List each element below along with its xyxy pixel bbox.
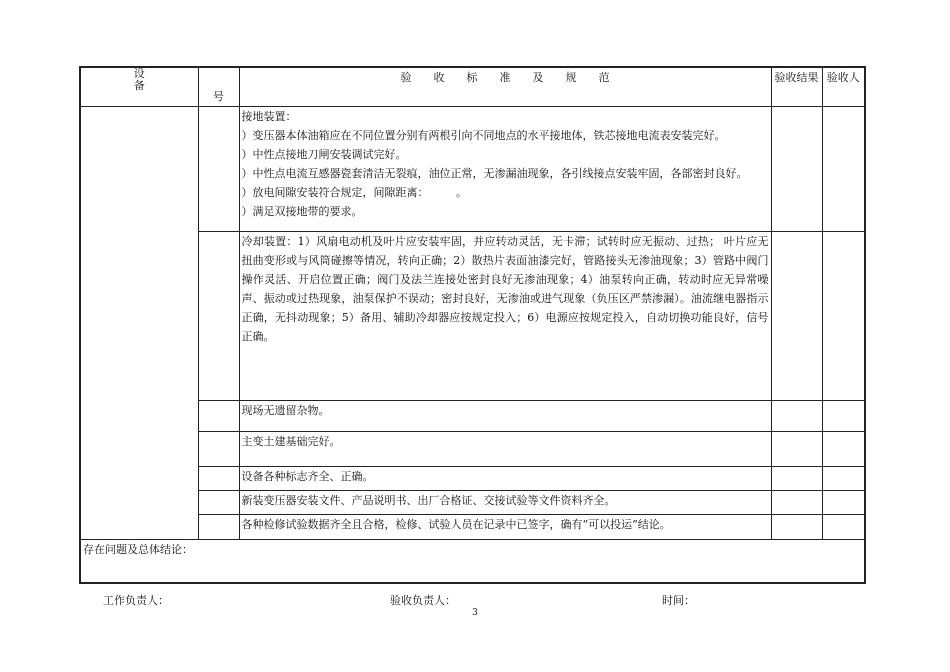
result-cell[interactable] [771,467,822,491]
number-cell [198,232,239,401]
table-row-site-clean [80,401,865,432]
grounding-item-5: ）满足双接地带的要求。 [241,205,363,218]
inspector-cell[interactable] [822,107,865,232]
inspector-cell[interactable] [822,491,865,515]
cooling-standard: 冷却装置：1）风扇电动机及叶片应安装牢固，并应转动灵活，无卡滞；试转时应无振动、过热； 叶片应无扭曲变形或与风筒碰擦等情况，转向正确；2）散热片表面油漆完好，管路接头无渗油现象；3）管路中阀门操作灵活、开启位置正确；阀门及法兰连接处密封良好无渗油现象；4）油泵转向正确，转动时应无异常噪声、振动或过热现象，油泵保护不误动；密封良好，无渗油或进气现象（负压区严禁渗漏）。油流继电器指示正确，无抖动现象；5）备用、辅助冷却器应按规定投入；6）电源应按规定投入，自动切换功能良好，信号正确。 [239,232,771,401]
inspector-cell[interactable] [822,515,865,540]
grounding-title: 接地装置： [241,110,297,123]
table-row-documents [80,491,865,515]
header-standard: 验 收 标 准 及 规 范 [239,67,771,107]
header-device-line1: 设 [133,67,145,80]
conclusion-cell[interactable] [80,540,865,584]
site-clean-standard: 现场无遗留杂物。 [239,401,771,432]
acceptance-leader-label: 验收负责人： [390,594,456,607]
inspector-cell[interactable] [822,432,865,467]
result-cell[interactable] [771,401,822,432]
header-number: 号 [198,67,239,107]
device-cell [80,107,198,540]
labels-standard: 设备各种标志齐全、正确。 [239,467,771,491]
header-inspector: 验收人 [822,67,865,107]
result-cell[interactable] [771,432,822,467]
number-cell [198,491,239,515]
test-data-standard: 各种检修试验数据齐全且合格，检修、试验人员在记录中已签字，确有“可以投运”结论。 [239,515,771,540]
grounding-item-4: ）放电间隙安装符合规定，间隙距离： 。 [241,186,467,199]
header-device [80,67,198,107]
documents-standard: 新装变压器安装文件、产品说明书、出厂合格证、交接试验等文件资料齐全。 [239,491,771,515]
grounding-item-2: ）中性点接地刀闸安装调试完好。 [241,148,407,161]
header-result: 验收结果 [771,67,822,107]
page-number: 3 [472,608,478,618]
table-row-foundation [80,432,865,467]
result-cell[interactable] [771,515,822,540]
grounding-item-1: ）变压器本体油箱应在不同位置分别有两根引向不同地点的水平接地体，铁芯接地电流表安装完好。 [241,129,726,142]
foundation-standard: 主变土建基础完好。 [239,432,771,467]
table-row-grounding [80,107,865,232]
table-row-labels [80,467,865,491]
table-row-conclusion [80,540,865,584]
inspector-cell[interactable] [822,401,865,432]
number-cell [198,432,239,467]
inspector-cell[interactable] [822,232,865,401]
work-leader-label: 工作负责人： [103,594,169,607]
result-cell[interactable] [771,232,822,401]
table-row-test-data [80,515,865,540]
table-header-row [80,67,865,107]
standard-cell [239,107,771,232]
number-cell [198,467,239,491]
time-label: 时间： [662,594,695,607]
table-row-cooling [80,232,865,401]
number-cell [198,107,239,232]
header-device-line2: 备 [133,79,145,92]
number-cell [198,515,239,540]
acceptance-table [79,66,866,584]
conclusion-label: 存在问题及总体结论： [83,543,193,556]
grounding-item-3: ）中性点电流互感器瓷套清洁无裂痕，油位正常，无渗漏油现象，各引线接点安装牢固，各部密封良好。 [241,167,748,180]
result-cell[interactable] [771,491,822,515]
inspector-cell[interactable] [822,467,865,491]
number-cell [198,401,239,432]
result-cell[interactable] [771,107,822,232]
